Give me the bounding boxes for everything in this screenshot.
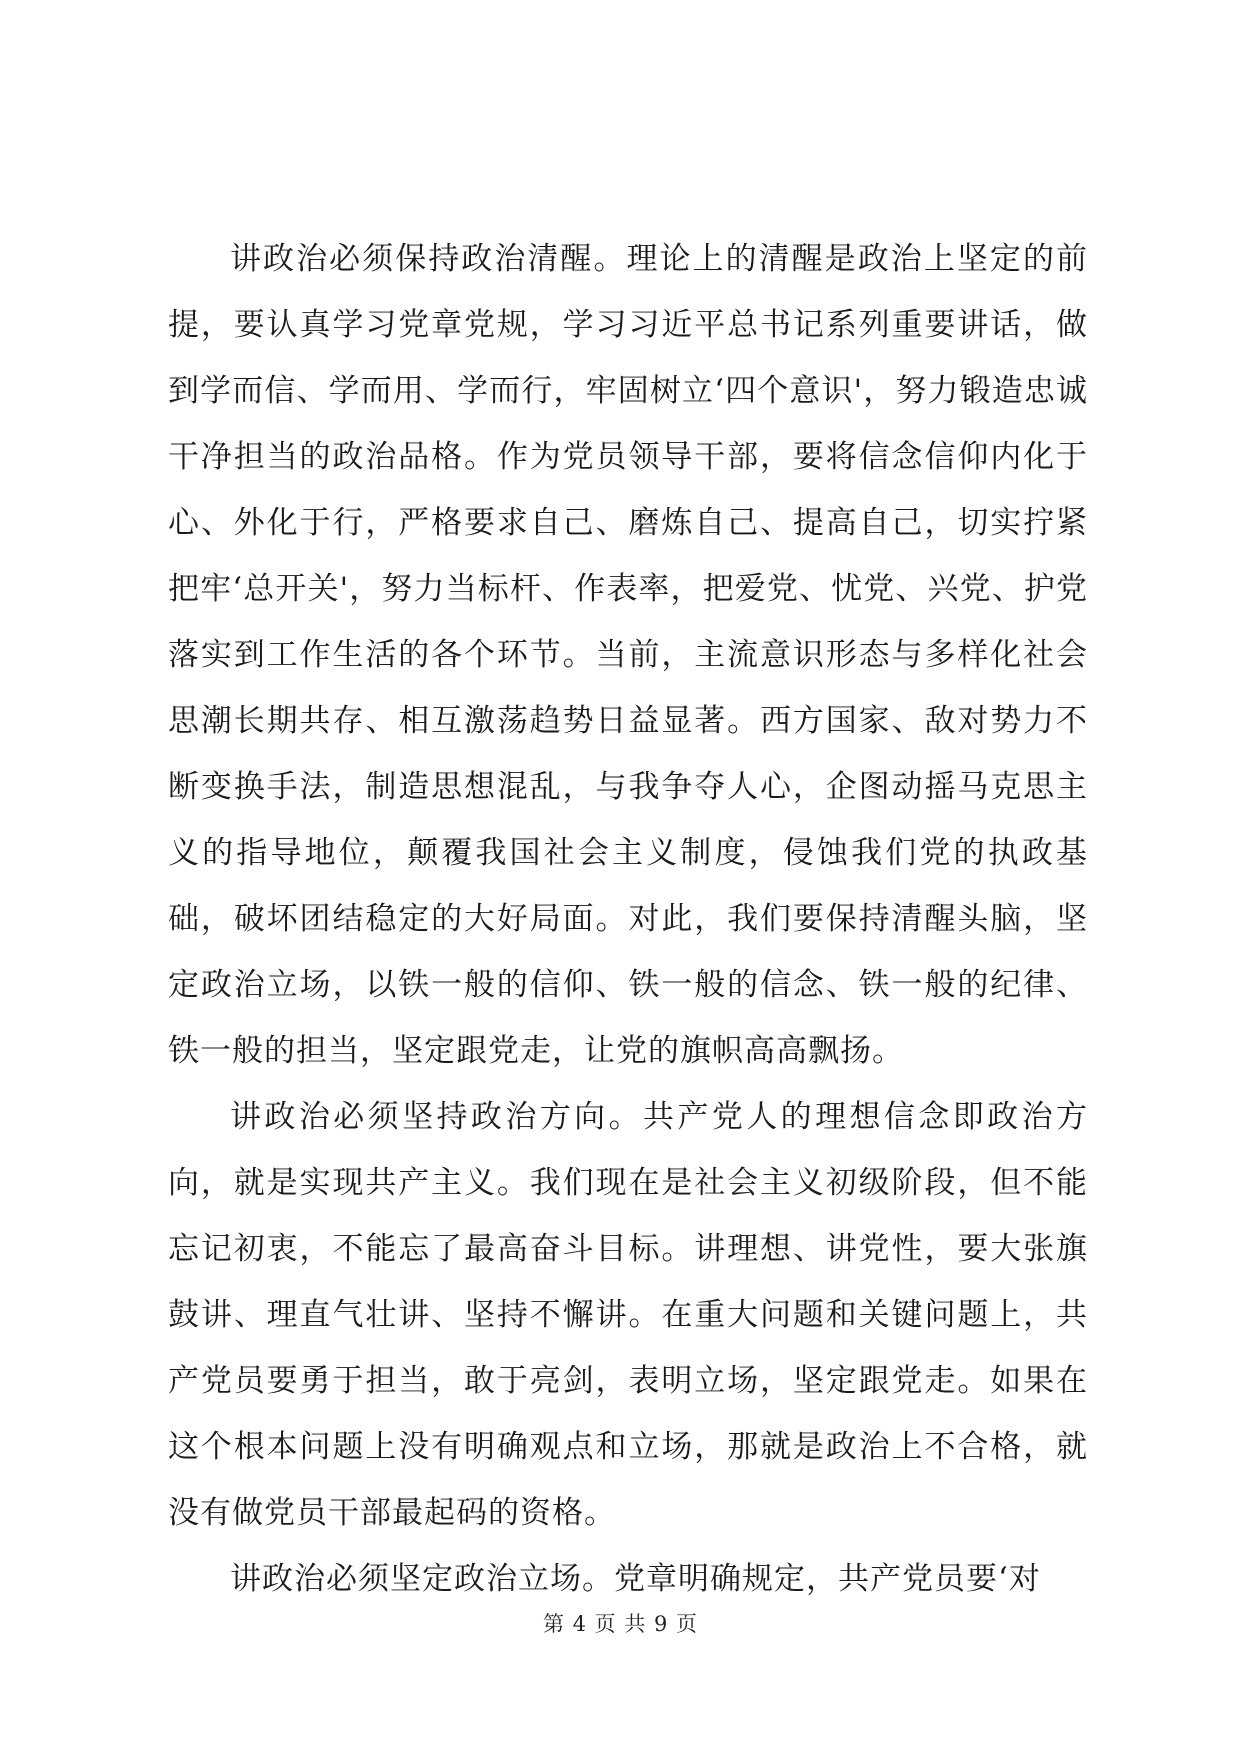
document-body: [168, 226, 1088, 1612]
paragraph-political-stance: 讲政治必须坚定政治立场。党章明确规定，共产党员要‘对: [230, 1561, 1041, 1597]
paragraph-political-awareness: 讲政治必须保持政治清醒。理论上的清醒是政治上坚定的前提，要认真学习党章党规，学习习近平总书记系列重要讲话，做到学而信、学而用、学而行，牢固树立‘四个意识'，努力锻造忠诚干净担当的政治品格。作为党员领导干部，要将信念信仰内化于心、外化于行，严格要求自己、磨炼自己、提高自己，切实拧紧把牢‘总开关'，努力当标杆、作表率，把爱党、忧党、兴党、护党落实到工作生活的各个环节。当前，主流意识形态与多样化社会思潮长期共存、相互激荡趋势日益显著。西方国家、敌对势力不断变换手法，制造思想混乱，与我争夺人心，企图动摇马克思主义的指导地位，颠覆我国社会主义制度，侵蚀我们党的执政基础，破坏团结稳定的大好局面。对此，我们要保持清醒头脑，坚定政治立场，以铁一般的信仰、铁一般的信念、铁一般的纪律、铁一般的担当，坚定跟党走，让党的旗帜高高飘扬。: [168, 241, 1088, 1069]
paragraph-political-direction: 讲政治必须坚持政治方向。共产党人的理想信念即政治方向，就是实现共产主义。我们现在是社会主义初级阶段，但不能忘记初衷，不能忘了最高奋斗目标。讲理想、讲党性，要大张旗鼓讲、理直气壮讲、坚持不懈讲。在重大问题和关键问题上，共产党员要勇于担当，敢于亮剑，表明立场，坚定跟党走。如果在这个根本问题上没有明确观点和立场，那就是政治上不合格，就没有做党员干部最起码的资格。: [168, 1099, 1088, 1531]
page-number-footer: 第 4 页 共 9 页: [542, 1612, 699, 1636]
